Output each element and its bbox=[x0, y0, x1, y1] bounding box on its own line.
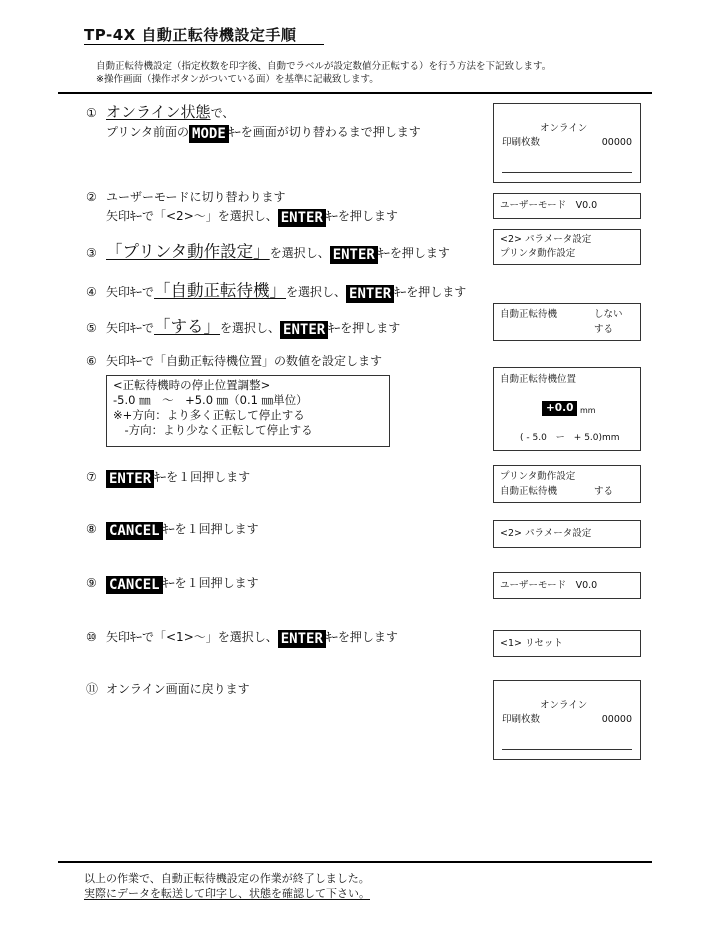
lcd-panel-online: オンライン 印刷枚数 00000 bbox=[493, 103, 641, 183]
enter-key: ENTER bbox=[330, 246, 378, 264]
position-value: +0.0 bbox=[542, 401, 577, 416]
lcd-panel-auto-forward: 自動正転待機 しない する bbox=[493, 303, 641, 341]
intro-line-1: 自動正転待機設定（指定枚数を印字後、自動でラベルが設定数値分正転する）を行う方法を下記致します。 bbox=[96, 61, 552, 72]
enter-key: ENTER bbox=[278, 630, 326, 648]
step-3: ③ 「プリンタ動作設定」を選択し、 ENTER ｷｰを押します bbox=[86, 242, 450, 263]
step-8: ⑧ CANCEL ｷｰを１回押します bbox=[86, 522, 259, 539]
step-2-line-2: 矢印ｷｰで「<2>～」を選択し、 ENTER ｷｰを押します bbox=[106, 209, 398, 226]
step-number: ① bbox=[86, 106, 97, 120]
footer-line-1: 以上の作業で、自動正転待機設定の作業が終了しました。 bbox=[84, 872, 370, 885]
lcd-panel-user-mode: ユーザーモード V0.0 bbox=[493, 193, 641, 219]
adjustment-range-box: <正転待機時の停止位置調整> -5.0 ㎜ ～ +5.0 ㎜（0.1 ㎜単位） ※+方向：より多く正転して停止する -方向：より少なく正転して停止する bbox=[106, 375, 390, 447]
bottom-rule bbox=[58, 861, 652, 863]
step-highlight: オンライン状態 bbox=[106, 103, 211, 121]
step-highlight: 「プリンタ動作設定」 bbox=[106, 242, 270, 261]
step-11: ⑪ オンライン画面に戻ります bbox=[86, 682, 250, 696]
step-10: ⑩ 矢印ｷｰで「<1>～」を選択し、 ENTER ｷｰを押します bbox=[86, 630, 398, 647]
footer-line-2: 実際にデータを転送して印字し、状態を確認して下さい。 bbox=[84, 887, 370, 900]
lcd-panel-user-mode-2: ユーザーモード V0.0 bbox=[493, 572, 641, 599]
step-6: ⑥ 矢印ｷｰで「自動正転待機位置」の数値を設定します bbox=[86, 354, 383, 368]
step-1-line-1: ① オンライン状態で、 bbox=[86, 103, 235, 121]
enter-key: ENTER bbox=[346, 285, 394, 303]
step-9: ⑨ CANCEL ｷｰを１回押します bbox=[86, 576, 259, 593]
step-highlight: 「自動正転待機」 bbox=[154, 281, 287, 300]
title-underline bbox=[84, 44, 324, 45]
lcd-panel-online-2: オンライン 印刷枚数 00000 bbox=[493, 680, 641, 760]
intro-line-2: ※操作画面（操作ボタンがついている面）を基準に記載致します。 bbox=[96, 74, 379, 85]
lcd-panel-printer-setting: プリンタ動作設定 自動正転待機 する bbox=[493, 465, 641, 503]
step-5: ⑤ 矢印ｷｰで「する」を選択し、 ENTER ｷｰを押します bbox=[86, 317, 401, 338]
step-2-line-1: ② ユーザーモードに切り替わります bbox=[86, 190, 286, 204]
enter-key: ENTER bbox=[280, 321, 328, 339]
document-title: TP-4X 自動正転待機設定手順 bbox=[84, 26, 297, 44]
mode-key: MODE bbox=[189, 125, 229, 143]
lcd-panel-parameter: <2> パラメータ設定 プリンタ動作設定 bbox=[493, 229, 641, 265]
cancel-key: CANCEL bbox=[106, 576, 163, 594]
step-4: ④ 矢印ｷｰで「自動正転待機」を選択し、 ENTER ｷｰを押します bbox=[86, 281, 467, 302]
cancel-key: CANCEL bbox=[106, 522, 163, 540]
step-7: ⑦ ENTER ｷｰを１回押します bbox=[86, 470, 251, 487]
enter-key: ENTER bbox=[106, 470, 154, 488]
top-rule bbox=[58, 92, 652, 94]
lcd-panel-reset: <1> リセット bbox=[493, 630, 641, 657]
lcd-panel-position: 自動正転待機位置 +0.0 mm ( - 5.0 ー + 5.0)mm bbox=[493, 367, 641, 451]
step-1-line-2: プリンタ前面の MODE ｷｰを画面が切り替わるまで押します bbox=[106, 125, 421, 142]
enter-key: ENTER bbox=[278, 209, 326, 227]
lcd-panel-parameter-2: <2> パラメータ設定 bbox=[493, 520, 641, 548]
step-highlight: 「する」 bbox=[154, 317, 221, 336]
